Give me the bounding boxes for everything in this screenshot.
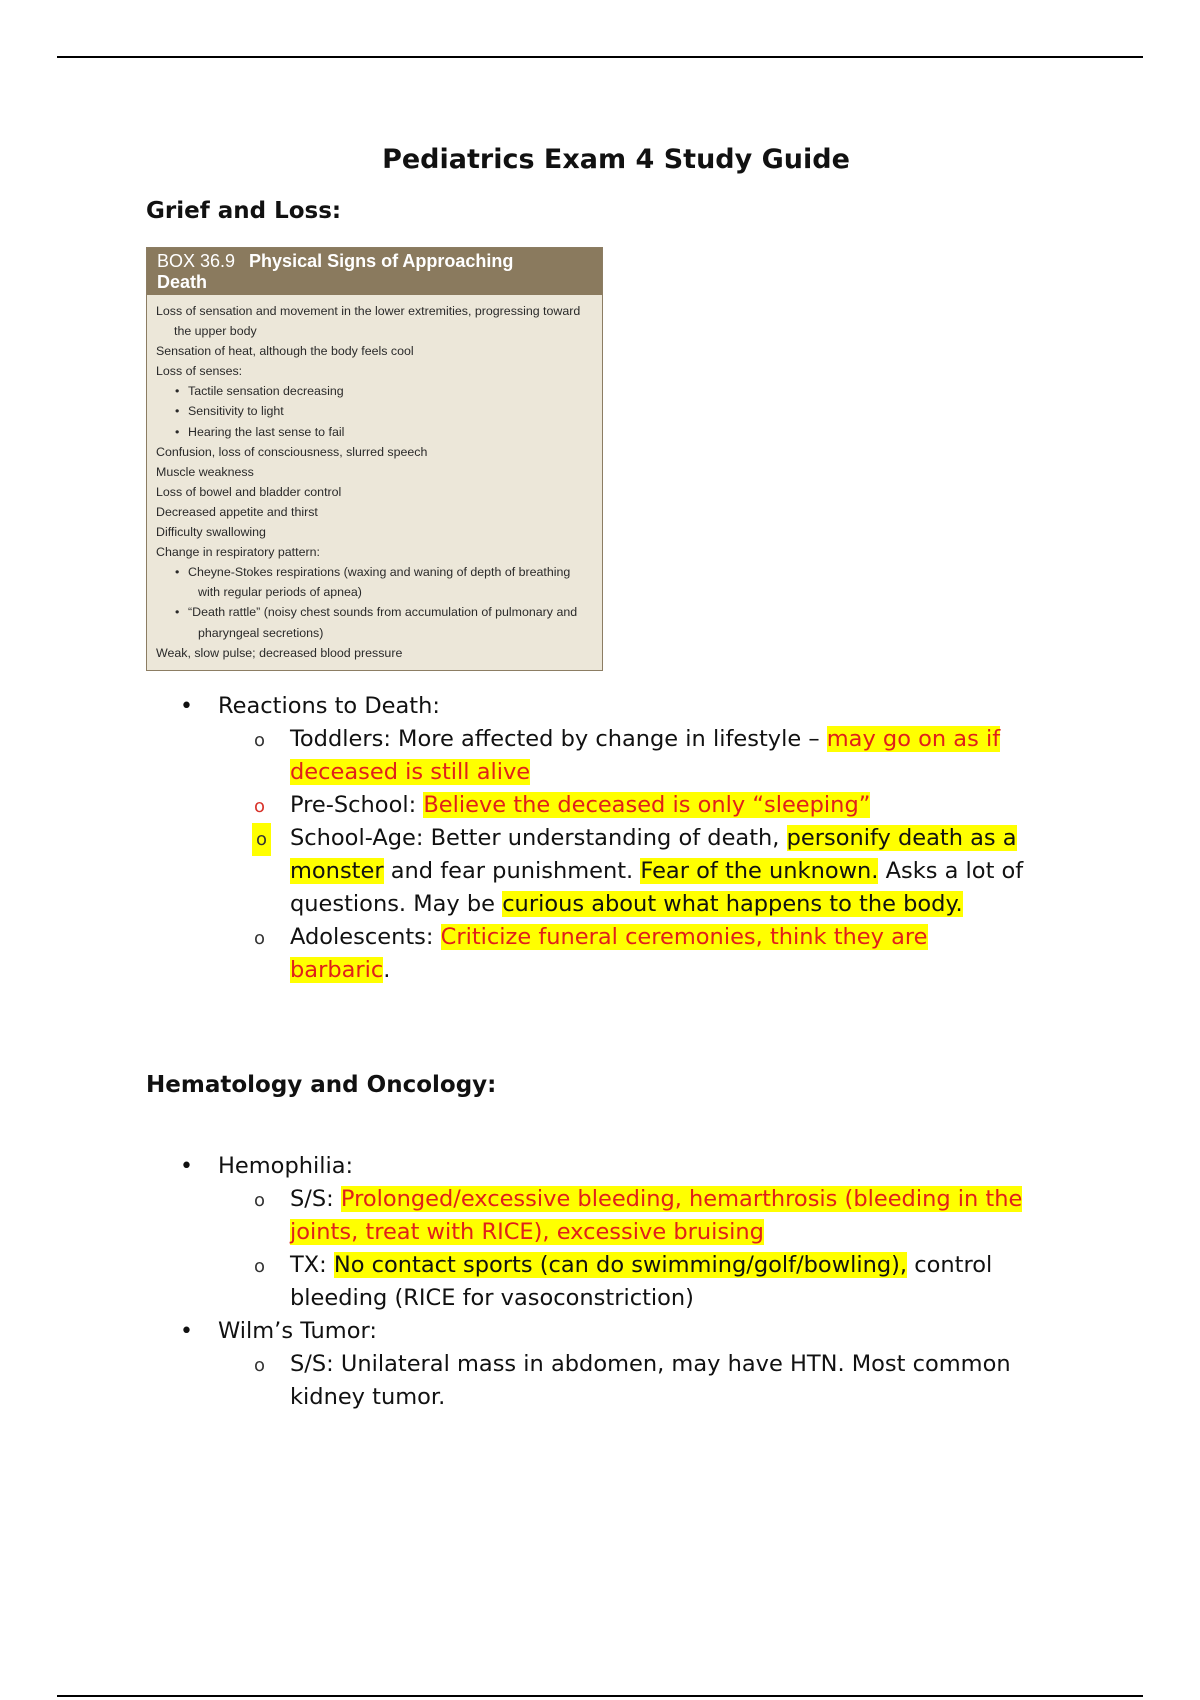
hemophilia-ss-highlight: Prolonged/excessive bleeding, hemarthrosis (bleeding in the — [340, 1186, 1023, 1212]
list-item-hemophilia-ss — [0, 1183, 1090, 1249]
circle-bullet-icon: o — [252, 823, 271, 856]
schoolage-text: questions. May be — [290, 891, 503, 917]
section-heading-grief: Grief and Loss: — [146, 198, 342, 224]
list-item-schoolage — [0, 822, 1090, 921]
toddlers-highlight: may go on as if — [826, 726, 1001, 752]
box-line-text: Cheyne-Stokes respirations (waxing and waning of depth of breathing — [188, 565, 571, 580]
preschool-highlight: Believe the deceased is only “sleeping” — [423, 792, 871, 818]
list-item-wilms — [0, 1315, 1090, 1348]
hemophilia-tx-highlight: No contact sports (can do swimming/golf/bowling), — [333, 1252, 908, 1278]
schoolage-text: and fear punishment. — [383, 858, 641, 884]
bullet-icon: • — [180, 1154, 193, 1179]
box-line-text: “Death rattle” (noisy chest sounds from accumulation of pulmonary and — [188, 605, 578, 620]
box-bullet-line — [156, 562, 593, 582]
box-line-text: Tactile sensation decreasing — [188, 384, 344, 399]
wilms-ss-text: S/S: Unilateral mass in abdomen, may have HTN. Most common — [290, 1351, 1011, 1377]
box-line-text: Sensitivity to light — [188, 404, 284, 419]
adolescents-text: Adolescents: — [290, 924, 441, 950]
toddlers-highlight: deceased is still alive — [290, 759, 531, 785]
document-title: Pediatrics Exam 4 Study Guide — [382, 144, 850, 175]
section-heading-hematology: Hematology and Oncology: — [146, 1072, 497, 1098]
schoolage-text: School-Age: Better understanding of death, — [290, 825, 787, 851]
bullet-icon: • — [175, 404, 180, 419]
box-title-line1: Physical Signs of Approaching — [249, 251, 514, 271]
box-line: Weak, slow pulse; decreased blood pressure — [156, 645, 403, 660]
circle-bullet-icon: o — [254, 796, 266, 817]
header-rule — [57, 56, 1143, 58]
box-line-text: Hearing the last sense to fail — [188, 424, 345, 439]
list-item-toddlers — [0, 723, 1090, 789]
hemophilia-label: Hemophilia: — [218, 1153, 354, 1179]
circle-bullet-icon: o — [254, 1190, 266, 1211]
box-line: Confusion, loss of consciousness, slurred speech — [156, 444, 428, 459]
hemophilia-tx-text: TX: — [290, 1252, 334, 1278]
list-item-wilms-ss — [0, 1348, 1090, 1414]
box-body — [147, 295, 602, 663]
adolescents-highlight: barbaric — [290, 957, 384, 983]
toddlers-text: Toddlers: More affected by change in lifestyle – — [290, 726, 827, 752]
reactions-label: Reactions to Death: — [218, 693, 440, 719]
list-item-preschool — [0, 789, 1090, 822]
box-title-line2: Death — [157, 272, 208, 292]
list-item-hemophilia-tx — [0, 1249, 1090, 1315]
box-line: Loss of sensation and movement in the lower extremities, progressing toward — [156, 304, 581, 318]
hemophilia-ss-text: S/S: — [290, 1186, 341, 1212]
box-line: Sensation of heat, although the body feels cool — [156, 344, 414, 359]
bullet-icon: • — [180, 694, 193, 719]
box-line: with regular periods of apnea) — [198, 585, 362, 600]
box-line: Change in respiratory pattern: — [156, 545, 320, 560]
box-line: pharyngeal secretions) — [198, 625, 324, 640]
box-line: the upper body — [174, 324, 257, 339]
box-label: BOX 36.9 — [157, 251, 236, 271]
box-bullet-line — [156, 422, 593, 442]
hemophilia-ss-highlight: joints, treat with RICE), excessive bruising — [290, 1219, 764, 1245]
bullet-icon: • — [175, 424, 180, 439]
bullet-icon: • — [180, 1319, 193, 1344]
list-item — [0, 690, 1090, 723]
schoolage-highlight: curious about what happens to the body. — [502, 891, 963, 917]
bullet-icon: • — [175, 384, 180, 399]
preschool-text: Pre-School: — [290, 792, 424, 818]
wilms-ss-text: kidney tumor. — [290, 1384, 446, 1410]
schoolage-highlight: Fear of the unknown. — [640, 858, 879, 884]
box-line: Difficulty swallowing — [156, 525, 266, 540]
adolescents-highlight: Criticize funeral ceremonies, think they are — [440, 924, 928, 950]
box-line: Muscle weakness — [156, 464, 254, 479]
adolescents-text: . — [383, 957, 391, 983]
schoolage-text: Asks a lot of — [878, 858, 1024, 884]
circle-bullet-icon: o — [254, 730, 266, 751]
bullet-icon: • — [175, 565, 180, 580]
box-line: Loss of bowel and bladder control — [156, 484, 342, 499]
hematology-list — [0, 1150, 1090, 1414]
box-line: Decreased appetite and thirst — [156, 504, 318, 519]
box-header — [147, 248, 602, 295]
circle-bullet-icon: o — [254, 928, 266, 949]
list-item-hemophilia — [0, 1150, 1090, 1183]
circle-bullet-icon: o — [254, 1355, 266, 1376]
footer-rule — [57, 1695, 1143, 1697]
schoolage-highlight: monster — [290, 858, 384, 884]
box-bullet-line — [156, 401, 593, 421]
wilms-label: Wilm’s Tumor: — [218, 1318, 377, 1344]
reactions-list — [0, 690, 1090, 987]
bullet-icon: • — [175, 605, 180, 620]
hemophilia-tx-text: control — [907, 1252, 993, 1278]
schoolage-highlight: personify death as a — [786, 825, 1017, 851]
box-bullet-line — [156, 602, 593, 622]
list-item-adolescents — [0, 921, 1090, 987]
box-bullet-line — [156, 381, 593, 401]
circle-bullet-icon: o — [254, 1256, 266, 1277]
hemophilia-tx-text: bleeding (RICE for vasoconstriction) — [290, 1285, 694, 1311]
box-line: Loss of senses: — [156, 364, 243, 379]
approaching-death-box — [146, 247, 603, 671]
